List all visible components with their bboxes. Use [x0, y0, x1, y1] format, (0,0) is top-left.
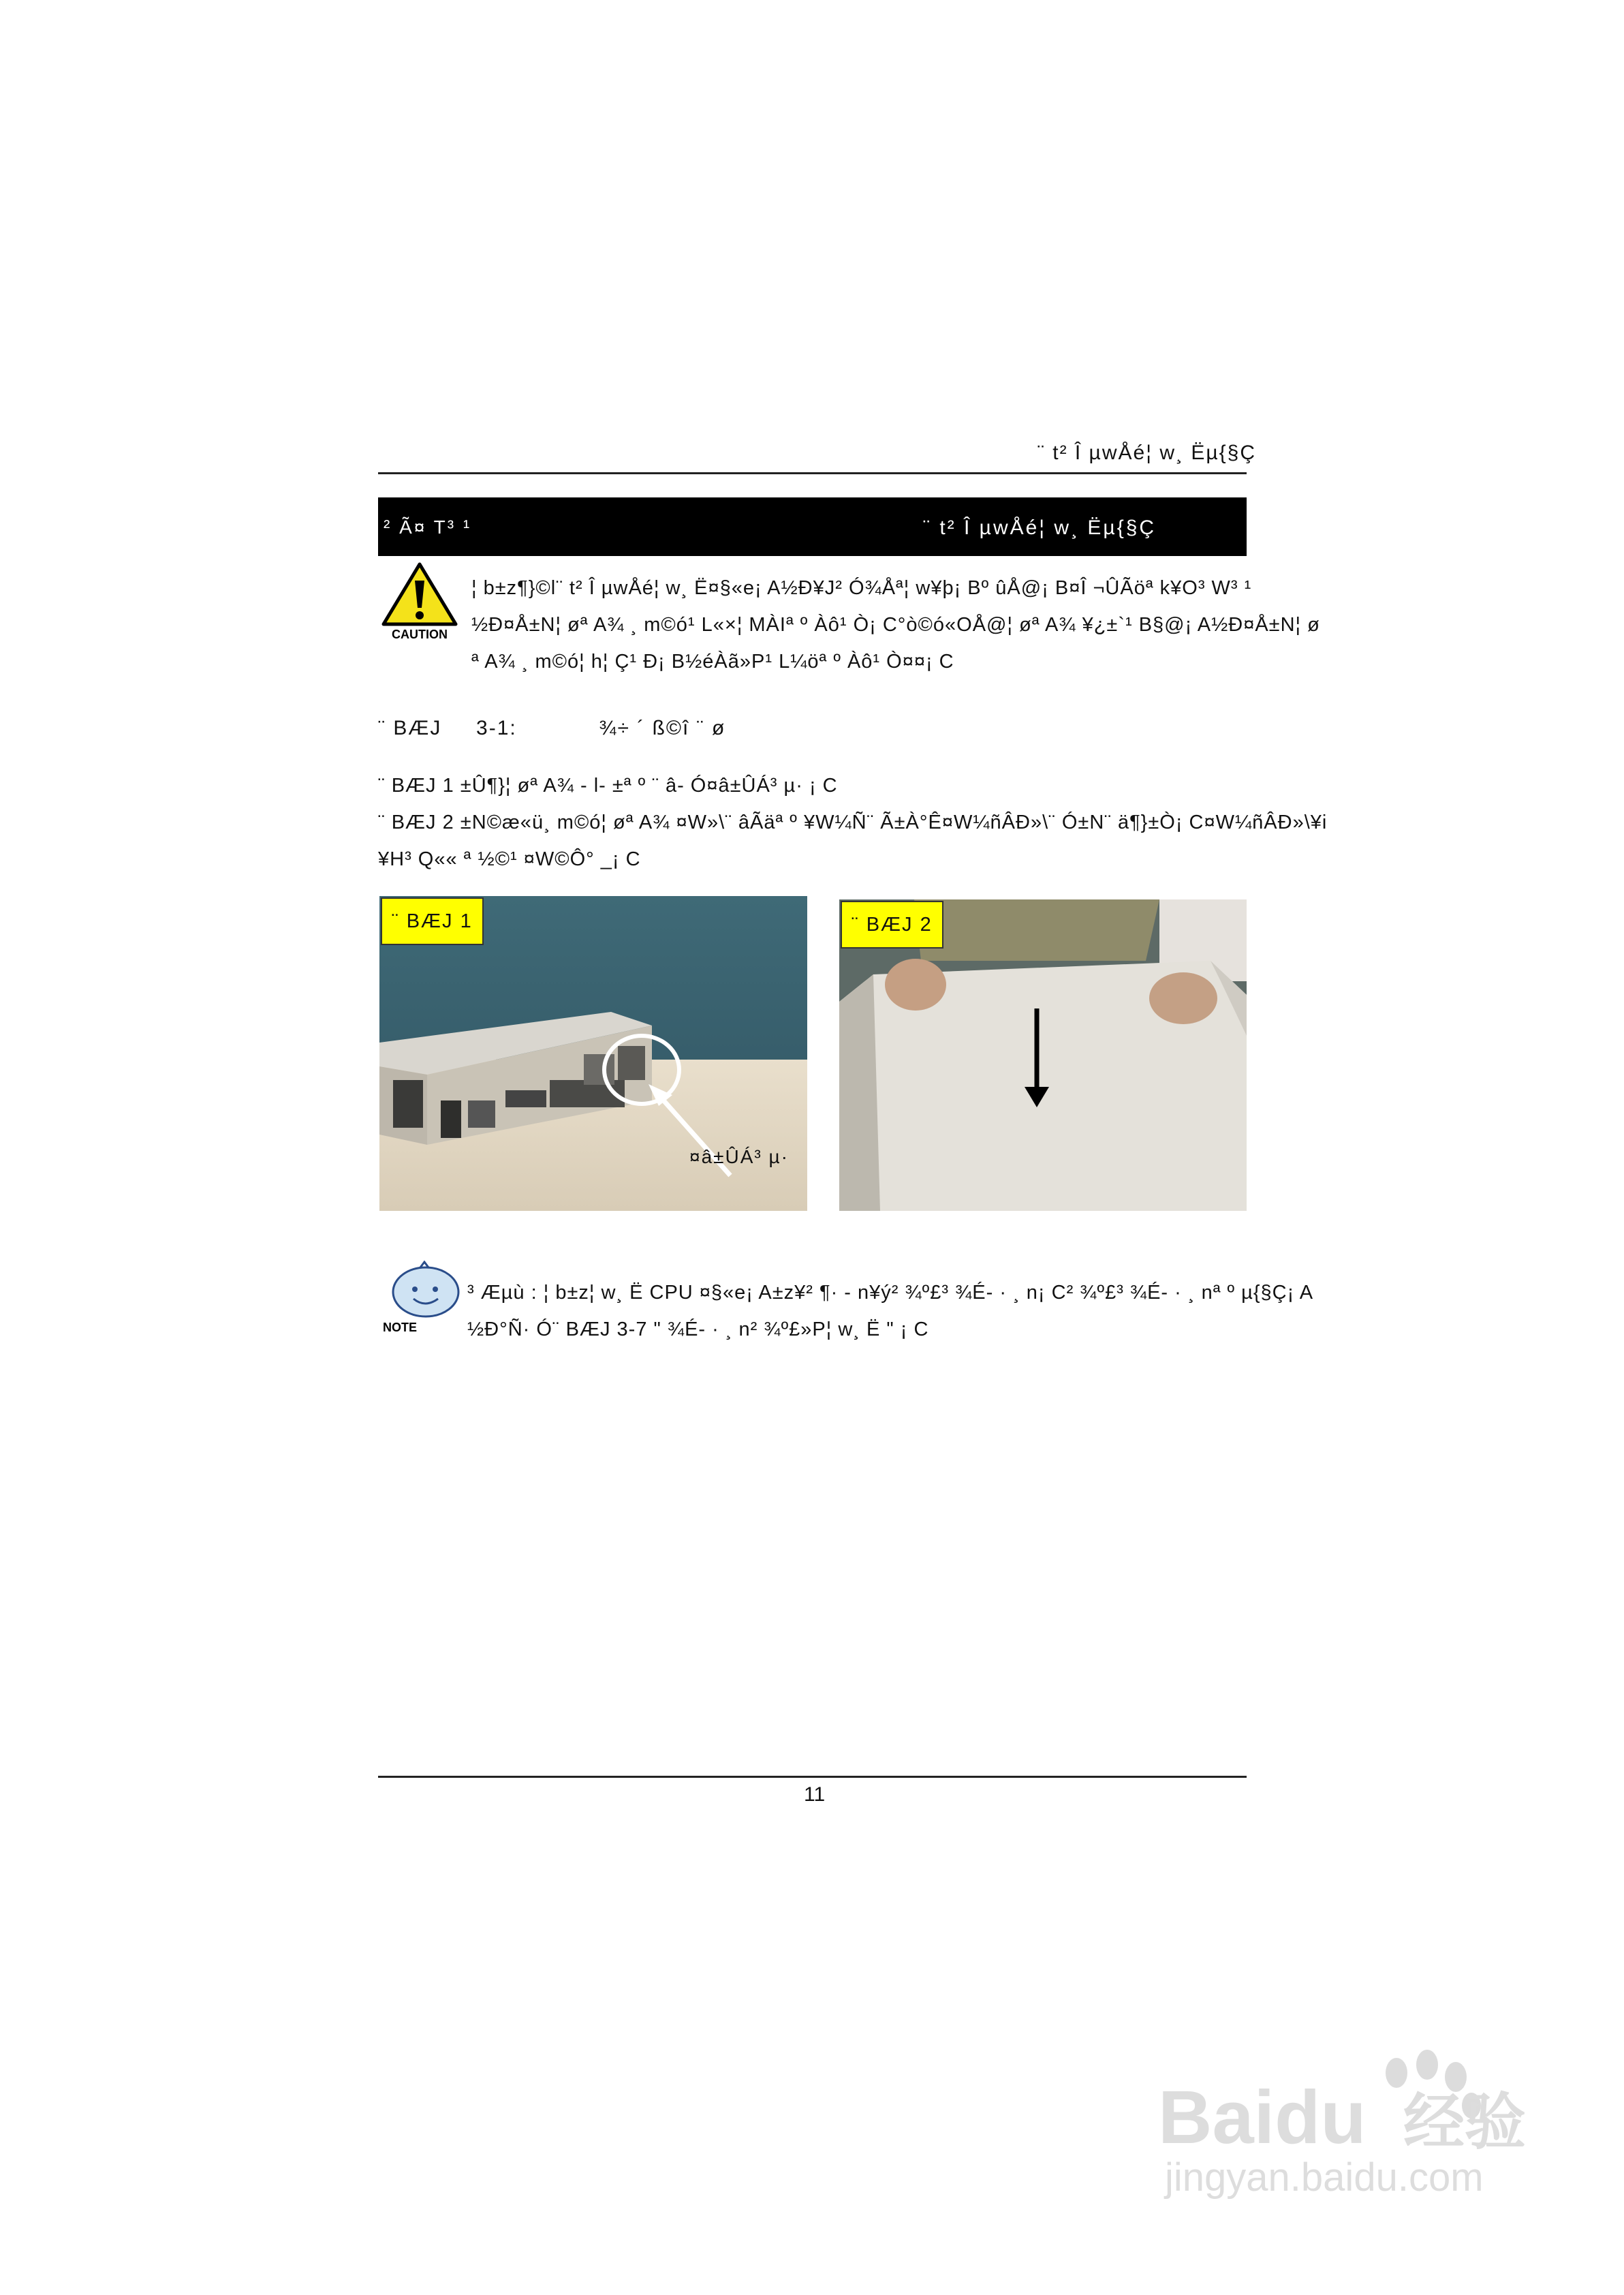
note-line: ³ Æµù : ¦ b±z¦ w¸ Ë CPU ¤§«e¡ A±z¥² ¶· - n¥ý² ¾º£³ ¾É- · ¸ n¡ C² ¾º£³ ¾É- · ¸ nª º µ{§Ç¡ A [467, 1282, 1314, 1304]
header-rule [378, 472, 1247, 474]
note-icon [379, 1261, 465, 1336]
caution-icon [379, 560, 460, 642]
step-heading-number: 3-1: [476, 717, 517, 739]
watermark-brand-cn: 经验 [1403, 2086, 1526, 2158]
running-header: ¨ t² Î µwÅé¦ w¸ Ëµ{§Ç [1037, 442, 1256, 464]
section-number: ² Ã¤ T³ ¹ [384, 517, 472, 538]
step-heading [378, 717, 725, 740]
watermark-url: jingyan.baidu.com [1165, 2155, 1484, 2200]
step-2-text-continued: ¥H³ Q«« ª ½©¹ ¤W©Ô° _¡ C [378, 848, 641, 870]
photo-step-1 [379, 896, 807, 1211]
caution-text [471, 570, 1320, 680]
caution-line: ¦ b±z¶}©l¨ t² Î µwÅé¦ w¸ Ë¤§«e¡ A½Ð¥J² Ó¾Åª¦ w¥þ¡ Bº ûÅ@¡ B¤Î ¬ÛÃöª k¥O³ W³ ¹ [471, 577, 1252, 599]
caution-line: ª A¾ ¸ m©ó¦ h¦ Ç¹ Ð¡ B½éÀã»P¹ L¼öª º Àô¹ Ò¤¤¡ C [471, 651, 954, 673]
photo-step-2 [839, 899, 1247, 1211]
note-line: ½Ð°Ñ· Ó¨ BÆJ 3-7 " ¾É- · ¸ n² ¾º£»P¦ w¸ Ë " ¡ C [467, 1319, 929, 1340]
photo-1-caption: ¤â±ÛÁ³ µ· [689, 1146, 789, 1167]
photo-2-label: ¨ BÆJ 2 [841, 901, 943, 949]
caution-line: ½Ð¤Å±N¦ øª A¾ ¸ m©ó¹ L«×¦ MÀIª º Àô¹ Ò¡ C°ò©ó«OÅ@¦ øª A¾ ¥¿±`¹ B§@¡ A½Ð¤Å±N¦ ø [471, 614, 1320, 636]
watermark-brand: Baidu [1158, 2076, 1367, 2159]
step-heading-label: ¨ BÆJ [378, 717, 442, 739]
photo-1-label: ¨ BÆJ 1 [381, 897, 484, 945]
section-title: ¨ t² Î µwÅé¦ w¸ Ëµ{§Ç [923, 517, 1157, 539]
svg-text:CAUTION: CAUTION [392, 628, 448, 641]
steps-text [378, 767, 1327, 878]
svg-text:NOTE: NOTE [382, 1321, 418, 1334]
step-2-text: ¨ BÆJ 2 ±N©æ«ü¸ m©ó¦ øª A¾ ¤W»\¨ âÃäª º ¥W¼Ñ¨ Ã±À°Ê¤W¼ñÂÐ»\¨ Ó±N¨ ä¶}±Ò¡ C¤W¼ñÂÐ»\¥i [378, 812, 1328, 833]
note-text [467, 1274, 1313, 1348]
baidu-watermark [1151, 2037, 1533, 2218]
step-1-text: ¨ BÆJ 1 ±Û¶}¦ øª A¾ - l- ±ª º ¨ â- Ó¤â±ÛÁ³ µ· ¡ C [378, 775, 838, 797]
footer-rule [378, 1776, 1247, 1778]
step-heading-title: ¾÷ ´ ß©î ¨ ø [599, 717, 726, 739]
section-title-bar [378, 497, 1247, 556]
page-number: 11 [804, 1783, 826, 1806]
